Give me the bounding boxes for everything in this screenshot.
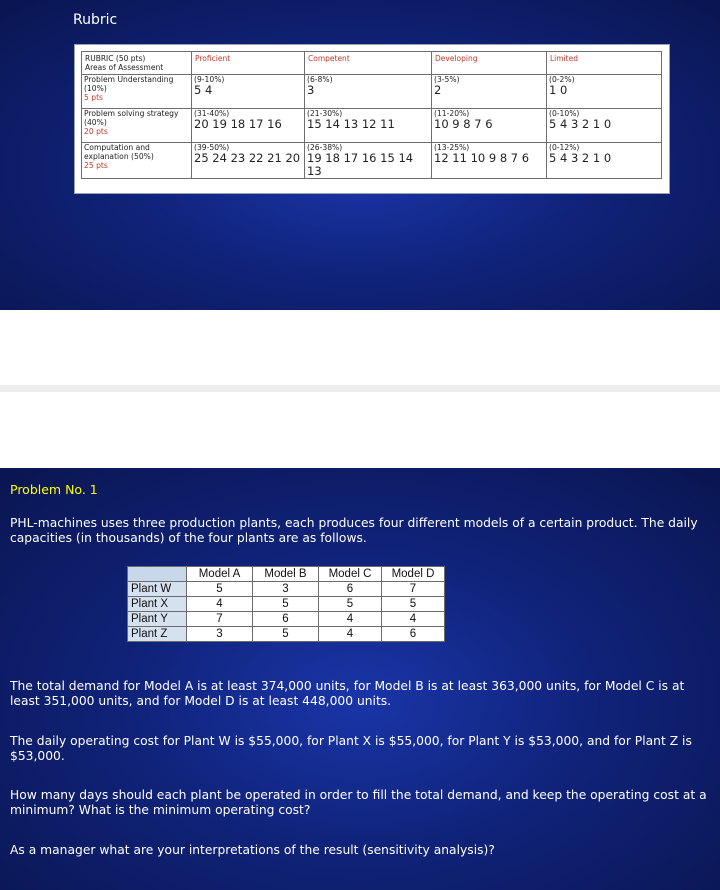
- rubric-table: [81, 51, 662, 179]
- score-range: (6-8%): [307, 75, 333, 84]
- score-range: (21-30%): [307, 109, 343, 118]
- score-values: 10 9 8 7 6: [434, 117, 493, 131]
- capacity-header-row: [128, 567, 445, 582]
- capacity-value: 6: [319, 582, 382, 597]
- criterion-label: Problem Understanding (10%): [84, 75, 174, 93]
- table-row: [128, 597, 445, 612]
- score-range: (0-12%): [549, 143, 580, 152]
- capacity-value: 5: [187, 582, 253, 597]
- rubric-row: [82, 143, 662, 179]
- table-row: [128, 627, 445, 642]
- model-d-header: Model D: [382, 567, 445, 582]
- criterion-label: Computation and explanation (50%): [84, 143, 154, 161]
- score-cell: [305, 75, 432, 109]
- score-values: 5 4: [194, 83, 213, 97]
- analysis-paragraph: As a manager what are your interpretations of the result (sensitivity analysis)?: [10, 843, 495, 857]
- problem-intro: PHL-machines uses three production plants, each produces four different models of a certain product. The daily capacities (in thousands) of the four plants are as follows.: [10, 516, 698, 545]
- rubric-header-row: [82, 52, 662, 75]
- score-values: 5 4 3 2 1 0: [549, 117, 612, 131]
- score-values: 20 19 18 17 16: [194, 117, 282, 131]
- score-cell: [432, 109, 547, 143]
- capacity-value: 6: [253, 612, 319, 627]
- score-values: 2: [434, 83, 442, 97]
- score-range: (11-20%): [434, 109, 470, 118]
- rubric-header-areas: [82, 52, 192, 75]
- score-range: (0-2%): [549, 75, 575, 84]
- capacity-value: 3: [253, 582, 319, 597]
- criterion-points: 25 pts: [84, 161, 108, 170]
- criterion-cell: [82, 143, 192, 179]
- slide-title-rubric: Rubric: [73, 12, 118, 28]
- score-cell: [192, 143, 305, 179]
- capacity-value: 4: [382, 612, 445, 627]
- score-cell: [305, 143, 432, 179]
- score-cell: [432, 143, 547, 179]
- capacity-value: 5: [382, 597, 445, 612]
- score-range: (9-10%): [194, 75, 225, 84]
- criterion-cell: [82, 75, 192, 109]
- problem-slide: [0, 468, 720, 890]
- capacity-value: 3: [187, 627, 253, 642]
- capacity-value: 5: [319, 597, 382, 612]
- plant-label: Plant W: [128, 582, 187, 597]
- plant-label: Plant Y: [128, 612, 187, 627]
- rubric-row: [82, 109, 662, 143]
- capacity-value: 5: [253, 597, 319, 612]
- cost-paragraph: The daily operating cost for Plant W is $55,000, for Plant X is $55,000, for Plant Y is $53,000, and for Plant Z is $53,000.: [10, 734, 692, 763]
- criterion-label: Problem solving strategy (40%): [84, 109, 179, 127]
- score-cell: [547, 143, 662, 179]
- plant-label: Plant X: [128, 597, 187, 612]
- score-cell: [432, 75, 547, 109]
- score-values: 3: [307, 83, 315, 97]
- score-range: (0-10%): [549, 109, 580, 118]
- slide-divider: [0, 385, 720, 392]
- capacity-value: 4: [319, 627, 382, 642]
- level-competent: Competent: [305, 52, 432, 75]
- score-cell: [192, 75, 305, 109]
- criterion-cell: [82, 109, 192, 143]
- score-values: 12 11 10 9 8 7 6: [434, 151, 530, 165]
- slide-title-problem: Problem No. 1: [10, 482, 98, 497]
- capacity-value: 5: [253, 627, 319, 642]
- score-values: 19 18 17 16 15 14 13: [307, 151, 414, 178]
- score-range: (39-50%): [194, 143, 230, 152]
- capacity-value: 4: [319, 612, 382, 627]
- model-c-header: Model C: [319, 567, 382, 582]
- model-b-header: Model B: [253, 567, 319, 582]
- score-cell: [547, 75, 662, 109]
- score-values: 1 0: [549, 83, 568, 97]
- table-row: [128, 582, 445, 597]
- rubric-header-title: RUBRIC (50 pts): [85, 54, 146, 63]
- rubric-card: [74, 44, 670, 194]
- score-values: 15 14 13 12 11: [307, 117, 395, 131]
- capacity-value: 4: [187, 597, 253, 612]
- rubric-header-subtitle: Areas of Assessment: [85, 63, 164, 72]
- plant-label: Plant Z: [128, 627, 187, 642]
- score-values: 25 24 23 22 21 20: [194, 151, 301, 165]
- score-range: (26-38%): [307, 143, 343, 152]
- level-limited: Limited: [547, 52, 662, 75]
- score-range: (31-40%): [194, 109, 230, 118]
- capacity-table: [127, 566, 445, 642]
- rubric-slide: [0, 0, 720, 310]
- criterion-points: 20 pts: [84, 127, 108, 136]
- capacity-value: 7: [382, 582, 445, 597]
- question-paragraph: How many days should each plant be operated in order to fill the total demand, and keep the operating cost at a minimum? What is the minimum operating cost?: [10, 788, 707, 817]
- score-cell: [547, 109, 662, 143]
- score-values: 5 4 3 2 1 0: [549, 151, 612, 165]
- model-a-header: Model A: [187, 567, 253, 582]
- capacity-value: 7: [187, 612, 253, 627]
- criterion-points: 5 pts: [84, 93, 103, 102]
- level-proficient: Proficient: [192, 52, 305, 75]
- capacity-corner-cell: [128, 567, 187, 582]
- score-cell: [192, 109, 305, 143]
- level-developing: Developing: [432, 52, 547, 75]
- score-range: (3-5%): [434, 75, 460, 84]
- demand-paragraph: The total demand for Model A is at least 374,000 units, for Model B is at least 363,000 units, for Model C is at least 351,000 units, and for Model D is at least 448,000 units.: [10, 679, 685, 708]
- capacity-value: 6: [382, 627, 445, 642]
- score-range: (13-25%): [434, 143, 470, 152]
- table-row: [128, 612, 445, 627]
- rubric-row: [82, 75, 662, 109]
- score-cell: [305, 109, 432, 143]
